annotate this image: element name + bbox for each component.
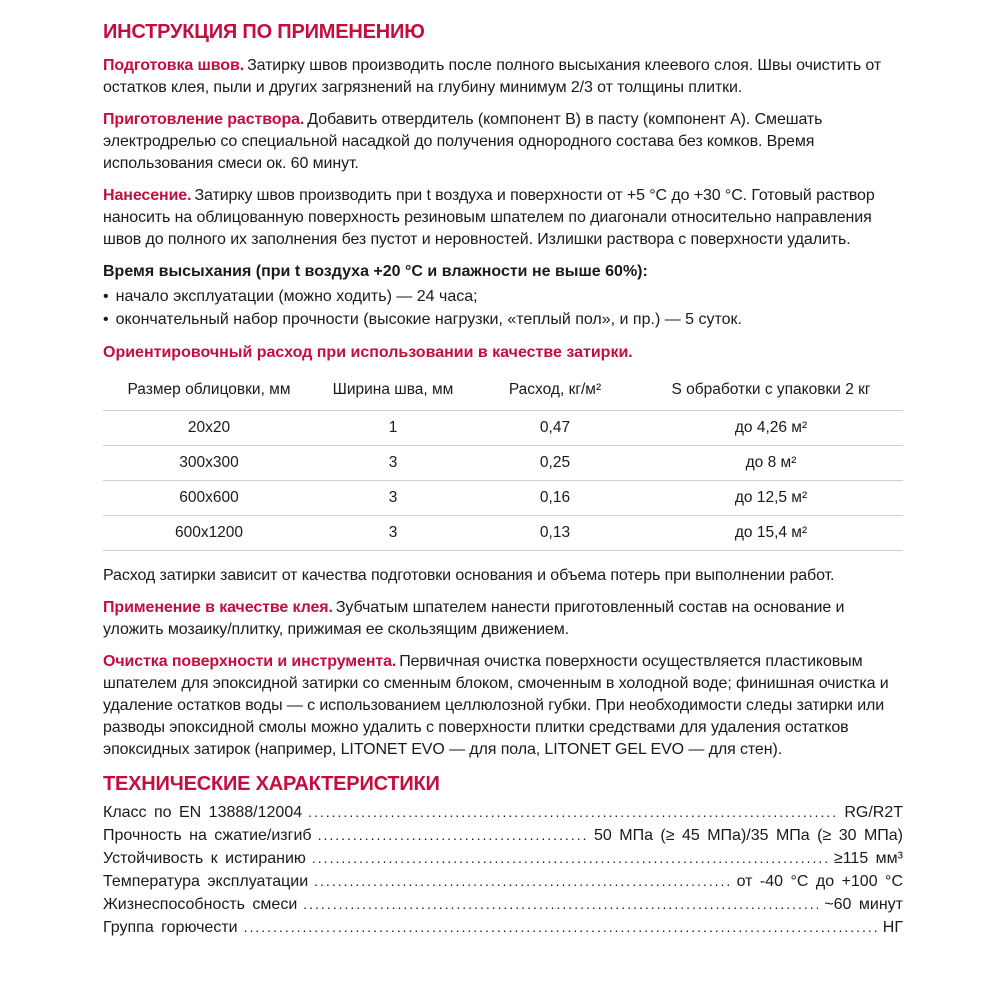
column-header-joint-width: Ширина шва, мм [315,372,471,411]
dotted-leader [318,824,588,847]
tech-spec-row-strength [103,824,903,847]
cell-tile-size: 20x20 [103,411,315,446]
paragraph-lead: Нанесение. [103,187,192,204]
drying-time-heading: Время высыхания (при t воздуха +20 °C и влажности не выше 60%): [103,263,648,280]
paragraph-text: Первичная очистка поверхности осуществляется пластиковым шпателем для эпоксидной затирки со сменным блоком, смоченным в холодной воде; финишная очистка и удаление остатков воды — с использованием целлюлозной губки. При необходимости следы затирки или разводы эпоксидной смолы можно удалить с поверхности плитки средствами для удаления остатков эпоксидных затирок (например, LITONET EVO — для пола, LITONET GEL EVO — для стен). [103,653,889,758]
tech-spec-row-temperature [103,870,903,893]
cell-tile-size: 600x1200 [103,516,315,551]
tech-spec-value: ~60 минут [824,896,903,913]
cell-consumption: 0,47 [471,411,639,446]
paragraph-adhesive-use [103,597,903,641]
cell-coverage: до 15,4 м² [639,516,903,551]
page-title: ИНСТРУКЦИЯ ПО ПРИМЕНЕНИЮ [103,21,425,43]
column-header-consumption: Расход, кг/м² [471,372,639,411]
paragraph-text: Зубчатым шпателем нанести приготовленный состав на основание и уложить мозаику/плитку, прижимая ее скользящим движением. [103,599,845,638]
cell-coverage: до 12,5 м² [639,481,903,516]
cell-consumption: 0,25 [471,446,639,481]
consumption-table [103,372,903,551]
cell-consumption: 0,13 [471,516,639,551]
dotted-leader [314,870,730,893]
cell-coverage: до 4,26 м² [639,411,903,446]
column-header-coverage: S обработки с упаковки 2 кг [639,372,903,411]
table-row [103,411,903,446]
table-row [103,481,903,516]
paragraph-lead: Применение в качестве клея. [103,599,333,616]
cell-consumption: 0,16 [471,481,639,516]
tech-spec-label: Прочность на сжатие/изгиб [103,827,312,844]
dotted-leader [244,916,877,939]
dotted-leader [312,847,828,870]
column-header-tile-size: Размер облицовки, мм [103,372,315,411]
tech-spec-row-class [103,801,903,824]
paragraph-mix-preparation [103,109,903,175]
cell-coverage: до 8 м² [639,446,903,481]
list-item: • начало эксплуатации (можно ходить) — 24 часа; [103,285,903,308]
paragraph-text: Затирку швов производить после полного высыхания клеевого слоя. Швы очистить от остатков клея, пыли и других загрязнений на глубину минимум 2/3 от толщины плитки. [103,57,882,96]
tech-spec-row-flammability [103,916,903,939]
cell-tile-size: 300x300 [103,446,315,481]
consumption-note: Расход затирки зависит от качества подготовки основания и объема потерь при выполнении работ. [103,567,835,584]
paragraph-cleaning [103,651,903,761]
cell-tile-size: 600x600 [103,481,315,516]
dotted-leader [308,801,838,824]
paragraph-lead: Приготовление раствора. [103,111,305,128]
cell-joint-width: 3 [315,481,471,516]
tech-spec-row-pot-life [103,893,903,916]
drying-time-list [103,285,903,331]
tech-spec-label: Класс по EN 13888/12004 [103,804,303,821]
consumption-heading: Ориентировочный расход при использовании в качестве затирки. [103,344,633,361]
paragraph-text: Добавить отвердитель (компонент B) в пасту (компонент A). Смешать электродрелью со специальной насадкой до получения однородного состава без комков. Время использования смеси ок. 60 минут. [103,111,823,172]
dotted-leader [303,893,818,916]
cell-joint-width: 3 [315,446,471,481]
tech-spec-row-abrasion [103,847,903,870]
tech-spec-value: от -40 °C до +100 °C [736,873,903,890]
tech-spec-label: Группа горючести [103,919,238,936]
paragraph-lead: Очистка поверхности и инструмента. [103,653,397,670]
list-item: • окончательный набор прочности (высокие нагрузки, «теплый пол», и пр.) — 5 суток. [103,308,903,331]
paragraph-joint-preparation [103,55,903,99]
tech-spec-value: RG/R2T [844,804,903,821]
paragraph-lead: Подготовка швов. [103,57,245,74]
tech-specs-list [103,801,903,939]
paragraph-text: Затирку швов производить при t воздуха и поверхности от +5 °C до +30 °C. Готовый раствор наносить на облицованную поверхность резиновым шпателем по диагонали относительно направления швов до полного их заполнения без пустот и неровностей. Излишки раствора с поверхности удалить. [103,187,875,248]
paragraph-application [103,185,903,251]
table-header-row [103,372,903,411]
table-row [103,516,903,551]
tech-spec-value: ≥115 мм³ [833,850,903,867]
tech-spec-value: 50 МПа (≥ 45 МПа)/35 МПа (≥ 30 МПа) [594,827,903,844]
tech-spec-label: Устойчивость к истиранию [103,850,306,867]
table-row [103,446,903,481]
cell-joint-width: 1 [315,411,471,446]
cell-joint-width: 3 [315,516,471,551]
tech-specs-title: ТЕХНИЧЕСКИЕ ХАРАКТЕРИСТИКИ [103,773,440,795]
tech-spec-label: Температура эксплуатации [103,873,309,890]
tech-spec-value: НГ [882,919,903,936]
tech-spec-label: Жизнеспособность смеси [103,896,298,913]
